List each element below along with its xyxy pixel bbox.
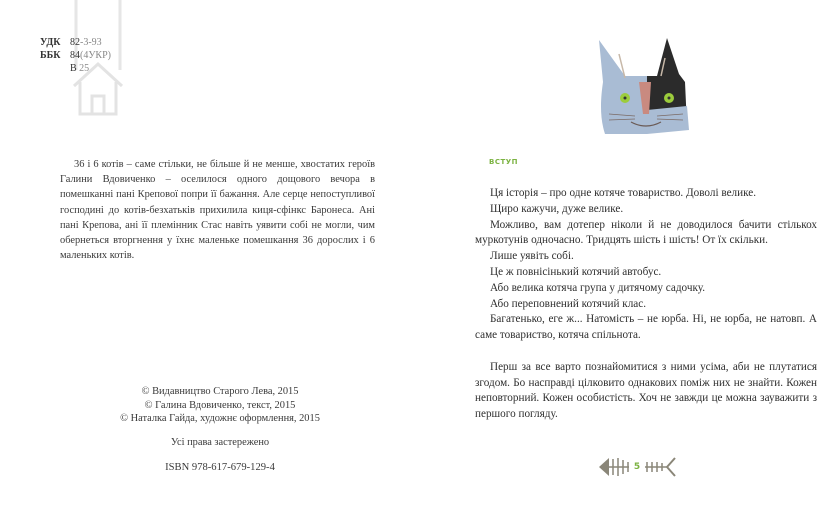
copyright-illustrator: © Наталка Гайда, художнє оформлення, 2015 xyxy=(120,413,320,424)
catalog-label: УДК xyxy=(40,37,61,48)
right-page xyxy=(420,0,840,512)
isbn: ISBN 978-617-679-129-4 xyxy=(165,462,275,473)
catalog-value-main: 82 xyxy=(70,37,80,48)
paragraph: Можливо, вам дотепер ніколи й не доводилося бачити стількох муркотунів одночасно. Тридцять шість і шість! От їх скільки. xyxy=(475,218,817,247)
catalog-value xyxy=(70,62,89,75)
page-number-ornament xyxy=(596,452,678,482)
catalog-value-main: В xyxy=(70,63,77,74)
paragraph: Перш за все варто познайомитися з ними усіма, аби не плутатися згодом. Бо насправді цілковито однакових поміж них не знайти. Кожен неповторний. Кожен особистість. Хоч не завжди це можна зауважити з першого погляду. xyxy=(475,360,817,421)
page-number: 5 xyxy=(633,462,641,472)
catalog-value xyxy=(70,36,102,49)
paragraph: Ця історія – про одне котяче товариство. Доволі велике. xyxy=(490,187,757,199)
fish-bones-icon xyxy=(643,454,677,480)
paragraph: Це ж повнісінький котячий автобус. xyxy=(490,265,662,278)
paragraph: Щиро кажучи, дуже велике. xyxy=(490,202,624,215)
catalog-row-bbk xyxy=(40,49,111,62)
catalog-value-main: 84 xyxy=(70,50,80,61)
catalog-label: ББК xyxy=(40,50,61,61)
chapter-title: вступ xyxy=(489,156,519,167)
rights-reserved: Усі права застережено xyxy=(170,437,270,448)
copyright-author: © Галина Вдовиченко, текст, 2015 xyxy=(144,399,296,411)
catalog-label xyxy=(40,62,67,75)
paragraph: Або переповнений котячий клас. xyxy=(490,297,647,310)
catalog-value xyxy=(70,49,111,62)
catalog-value-rest: 25 xyxy=(76,63,90,74)
paragraph: Багатенько, еге ж... Натомість – не юрба. Ні, не юрба, не натовп. А саме товариство, котяча спільнота. xyxy=(475,313,817,342)
book-annotation: 36 і 6 котів – саме стільки, не більше й не менше, хвостатих героїв Галини Вдовиченко – оселилося одного дощового вечора в помешканні пані Крепової попри її бажання. Але серце непоступливої господині до котів-безхатьків прихилила киця-сфінкс Баронеса. Ані пані Крепова, ані її племінник Стас навіть уявити собі не могли, чим обернеться вторгнення у їхнє маленьке помешкання 36 дорослих і 6 маленьких котів. xyxy=(60,159,375,262)
copyright-publisher: © Видавництво Старого Лева, 2015 xyxy=(141,386,299,397)
paragraph: Лише уявіть собі. xyxy=(490,250,574,263)
copyright-credits xyxy=(100,385,340,426)
catalog-value-rest: -3-93 xyxy=(80,37,102,48)
chapter-body xyxy=(475,186,817,423)
catalog-codes xyxy=(40,36,111,75)
catalog-row-udk xyxy=(40,36,111,49)
cat-face-icon xyxy=(595,36,695,136)
fish-skeleton-icon xyxy=(597,454,631,480)
catalog-row-author-mark xyxy=(40,62,111,75)
catalog-value-rest: (4УКР) xyxy=(80,50,111,61)
paragraph: Або велика котяча група у дитячому садочку. xyxy=(490,281,706,294)
